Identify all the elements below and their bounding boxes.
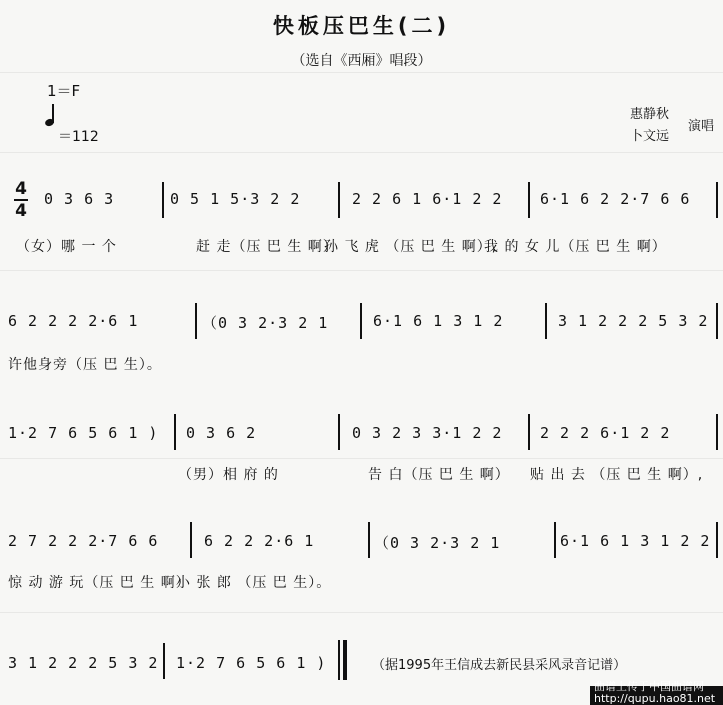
measure: 0 5 1 5·3 2 2 xyxy=(170,190,301,208)
tempo-marking: ＝112 xyxy=(58,129,99,145)
final-barline-thin xyxy=(338,640,340,680)
quarter-note-stem-icon xyxy=(52,104,54,123)
score-title: 快板压巴生(二) xyxy=(272,14,451,38)
scan-bleed-line xyxy=(0,612,723,613)
barline xyxy=(554,522,556,558)
lyric-line: 许他身旁（压 巴 生）。 xyxy=(8,357,162,373)
measure: 1·2 7 6 5 6 1 ) xyxy=(8,424,159,442)
measure: 2 2 2 6·1 2 2 xyxy=(540,424,671,442)
measure: 3 1 2 2 2 5 3 2 xyxy=(558,312,709,330)
measure: 6·1 6 1 3 1 2 2 xyxy=(560,532,711,550)
time-signature xyxy=(14,180,28,220)
barline xyxy=(162,182,164,218)
measure: 0 3 6 3 xyxy=(44,190,115,208)
lyric-line: （女）哪 一 个 xyxy=(16,239,117,255)
barline xyxy=(716,522,718,558)
barline xyxy=(545,303,547,339)
lyric-line: 小 张 郎 （压 巴 生）。 xyxy=(176,575,332,591)
barline xyxy=(716,303,718,339)
barline xyxy=(195,303,197,339)
measure: （0 3 2·3 2 1 xyxy=(202,314,329,332)
barline xyxy=(528,182,530,218)
lyric-line: （男）相 府 的 xyxy=(178,467,279,483)
lyric-line: 孙 飞 虎 （压 巴 生 啊）, xyxy=(324,239,498,255)
scan-bleed-line xyxy=(0,458,723,459)
measure: （0 3 2·3 2 1 xyxy=(374,534,501,552)
barline xyxy=(716,414,718,450)
barline xyxy=(716,182,718,218)
lyric-line: 赶 走（压 巴 生 啊） xyxy=(196,239,338,255)
lyric-line: 贴 出 去 （压 巴 生 啊）, xyxy=(530,467,704,483)
scan-bleed-line xyxy=(0,72,723,73)
lyric-line: 惊 动 游 玩（压 巴 生 啊） xyxy=(8,575,191,591)
lyric-line: 告 白（压 巴 生 啊） xyxy=(368,467,510,483)
scan-bleed-line xyxy=(0,152,723,153)
site-watermark xyxy=(594,681,715,705)
measure: 6 2 2 2 2·6 1 xyxy=(8,312,139,330)
source-note: （据1995年王信成去新民县采风录音记谱） xyxy=(372,658,627,673)
barline xyxy=(528,414,530,450)
lyric-line: 我 的 女 儿（压 巴 生 啊） xyxy=(484,239,667,255)
performer-role: 演唱 xyxy=(688,119,715,134)
time-signature-top: 4 xyxy=(15,179,27,199)
measure: 6·1 6 1 3 1 2 xyxy=(373,312,504,330)
watermark-line-2: http://qupu.hao81.net xyxy=(594,692,716,705)
measure: 2 7 2 2 2·7 6 6 xyxy=(8,532,159,550)
measure: 0 3 6 2 xyxy=(186,424,257,442)
barline xyxy=(174,414,176,450)
score-subtitle: （选自《西厢》唱段） xyxy=(291,53,432,69)
final-barline-thick xyxy=(343,640,347,680)
performers xyxy=(630,104,669,148)
barline xyxy=(190,522,192,558)
watermark-line-1: 曲谱上传于中国曲谱网 xyxy=(594,680,704,693)
barline xyxy=(163,643,165,679)
performer-2: 卜文远 xyxy=(630,129,670,144)
barline xyxy=(360,303,362,339)
measure: 6 2 2 2·6 1 xyxy=(204,532,315,550)
measure: 1·2 7 6 5 6 1 ) xyxy=(176,654,327,672)
key-signature: 1＝F xyxy=(47,82,81,100)
performer-1: 惠静秋 xyxy=(630,107,670,122)
measure: 6·1 6 2 2·7 6 6 xyxy=(540,190,691,208)
measure: 2 2 6 1 6·1 2 2 xyxy=(352,190,503,208)
barline xyxy=(368,522,370,558)
time-signature-bottom: 4 xyxy=(15,200,27,221)
barline xyxy=(338,182,340,218)
measure: 0 3 2 3 3·1 2 2 xyxy=(352,424,503,442)
scan-bleed-line xyxy=(0,270,723,271)
barline xyxy=(338,414,340,450)
measure: 3 1 2 2 2 5 3 2 xyxy=(8,654,159,672)
